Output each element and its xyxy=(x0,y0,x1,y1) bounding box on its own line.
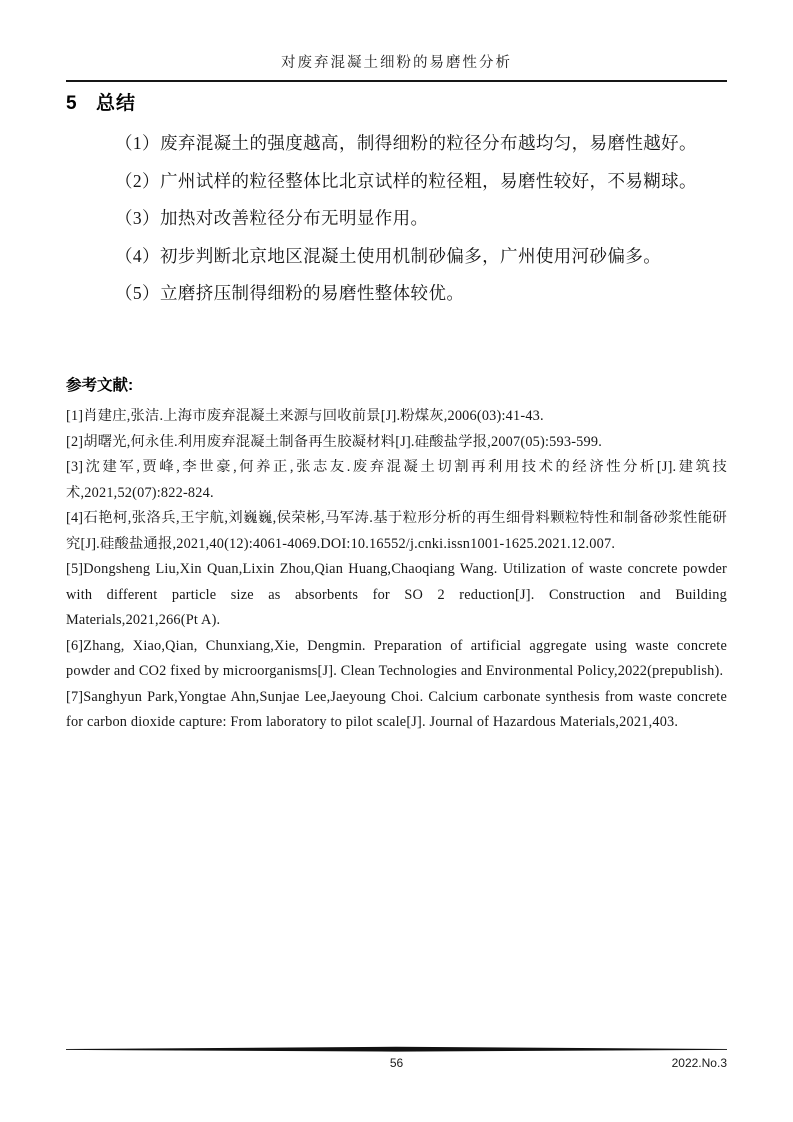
reference-item-5: [5]Dongsheng Liu,Xin Quan,Lixin Zhou,Qian Huang,Chaoqiang Wang. Utilization of waste concrete powder with different particle size as absorbents for SO 2 reduction[J]. Construction and Building Materials,2021,266(Pt A). xyxy=(66,561,727,628)
section-heading xyxy=(66,92,727,116)
reference-item-7: [7]Sanghyun Park,Yongtae Ahn,Sunjae Lee,Jaeyoung Choi. Calcium carbonate synthesis from waste concrete for carbon dioxide capture: From laboratory to pilot scale[J]. Journal of Hazardous Materials,2021,403. xyxy=(66,688,727,730)
section-title: 总结 xyxy=(96,93,137,114)
conclusion-item-4: （4）初步判断北京地区混凝土使用机制砂偏多，广州使用河砂偏多。 xyxy=(115,245,662,266)
reference-item-6: [6]Zhang, Xiao,Qian, Chunxiang,Xie, Dengmin. Preparation of artificial aggregate using waste concrete powder and CO2 fixed by microorganisms[J]. Clean Technologies and Environmental Policy,2022(prepublish). xyxy=(66,637,727,679)
page-number: 56 xyxy=(389,1056,404,1070)
page-content xyxy=(66,0,727,736)
conclusion-item-5: （5）立磨挤压制得细粉的易磨性整体较优。 xyxy=(115,283,465,303)
header-rule xyxy=(66,80,727,82)
page-footer xyxy=(66,1046,727,1071)
reference-item-2: [2]胡曙光,何永佳.利用废弃混凝土制备再生胶凝材料[J].硅酸盐学报,2007(05):593-599. xyxy=(66,433,602,450)
reference-item-3: [3]沈建军,贾峰,李世豪,何养正,张志友.废弃混凝土切割再利用技术的经济性分析[J].建筑技术,2021,52(07):822-824. xyxy=(66,459,727,501)
conclusion-item-2: （2）广州试样的粒径整体比北京试样的粒径粗，易磨性较好，不易糊球。 xyxy=(115,170,697,191)
conclusions-list xyxy=(66,133,727,304)
reference-item-4: [4]石艳柯,张洛兵,王宇航,刘巍巍,侯荣彬,马军涛.基于粒形分析的再生细骨料颗粒特性和制备砂浆性能研究[J].硅酸盐通报,2021,40(12):4061-4069.DOI:10.16552/j.cnki.issn1001-1625.2021.12.007. xyxy=(66,510,727,552)
references-list xyxy=(66,404,727,736)
reference-item-1: [1]肖建庄,张洁.上海市废弃混凝土来源与回收前景[J].粉煤灰,2006(03):41-43. xyxy=(66,408,544,424)
footer-tapered-rule xyxy=(66,1046,727,1053)
conclusion-item-1: （1）废弃混凝土的强度越高，制得细粉的粒径分布越均匀，易磨性越好。 xyxy=(115,133,697,153)
footer-row xyxy=(66,1056,727,1071)
references-heading: 参考文献: xyxy=(66,377,134,394)
section-number: 5 xyxy=(66,93,77,114)
running-header-title: 对废弃混凝土细粉的易磨性分析 xyxy=(281,55,512,71)
issue-label: 2022.No.3 xyxy=(671,1056,727,1070)
conclusion-item-3: （3）加热对改善粒径分布无明显作用。 xyxy=(115,208,429,228)
